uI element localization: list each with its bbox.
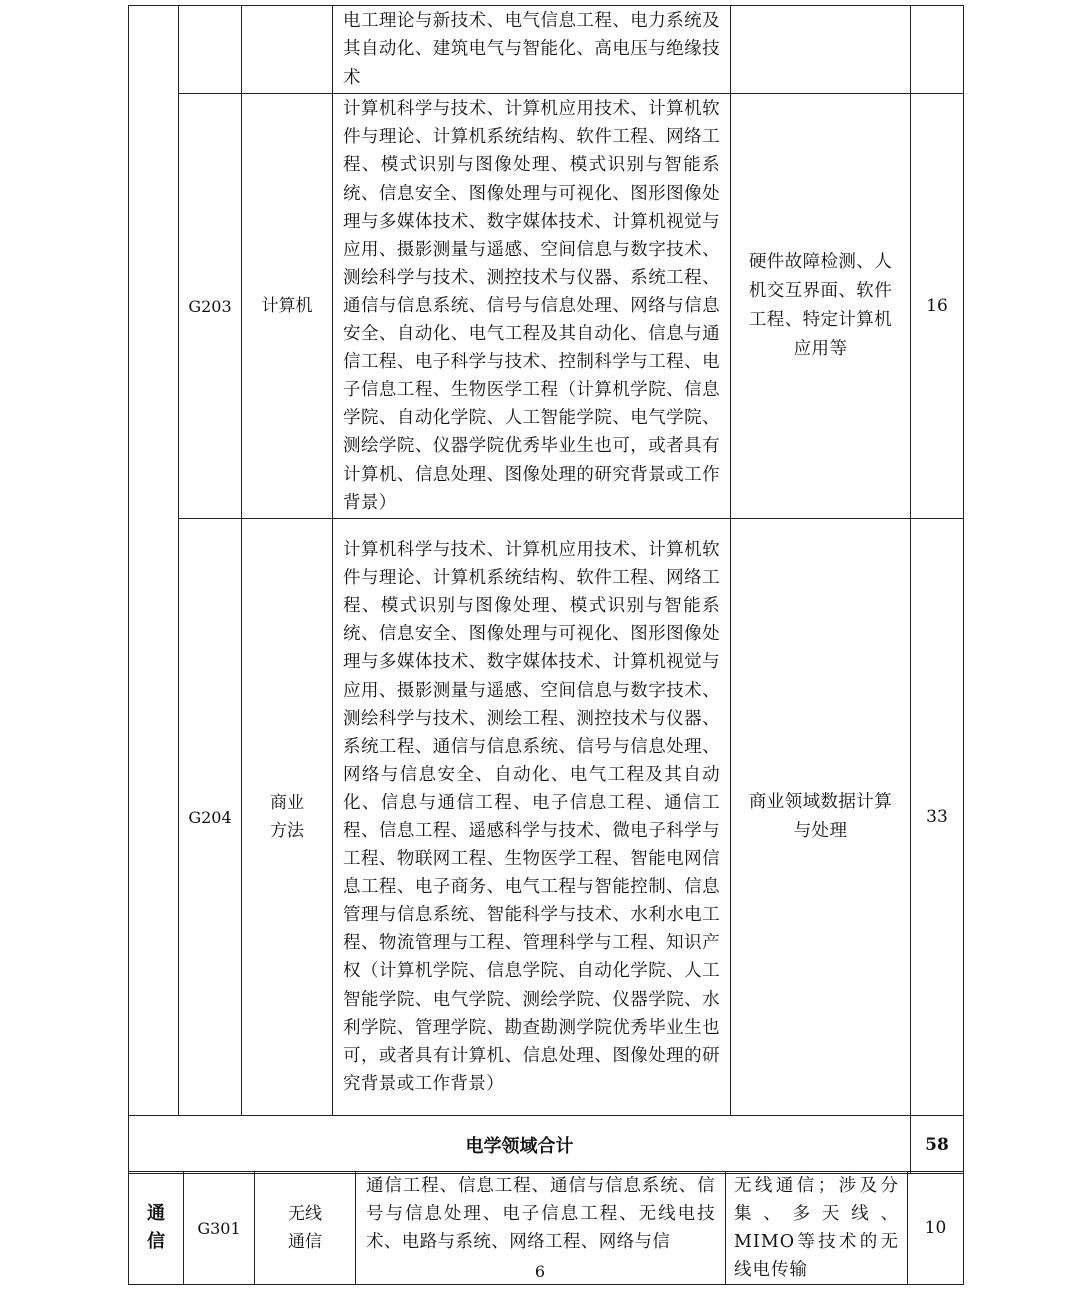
majors-cell: 电工理论与新技术、电气信息工程、电力系统及其自动化、建筑电气与智能化、高电压与绝缘技术 — [333, 6, 731, 94]
name-cell: 计算机 — [242, 94, 333, 519]
name-cell: 商业方法 — [242, 519, 333, 1116]
name-cell: 无线通信 — [255, 1172, 356, 1285]
page-number: 6 — [534, 1262, 546, 1281]
table-row — [129, 6, 964, 94]
total-value: 58 — [911, 1116, 964, 1174]
table-row — [129, 519, 964, 1116]
count-cell: 16 — [911, 94, 964, 519]
majors-cell: 通信工程、信息工程、通信与信息系统、信号与信息处理、电子信息工程、无线电技术、电路与系统、网络工程、网络与信 — [356, 1172, 726, 1285]
recruitment-table — [128, 5, 964, 1174]
code-cell: G301 — [184, 1172, 255, 1285]
count-cell — [911, 6, 964, 94]
total-row — [129, 1116, 964, 1174]
majors-cell: 计算机科学与技术、计算机应用技术、计算机软件与理论、计算机系统结构、软件工程、网络工程、模式识别与图像处理、模式识别与智能系统、信息安全、图像处理与可视化、图形图像处理与多媒体技术、数字媒体技术、计算机视觉与应用、摄影测量与遥感、空间信息与数字技术、测绘科学与技术、测控技术与仪器、系统工程、通信与信息系统、信号与信息处理、网络与信息安全、自动化、电气工程及其自动化、信息与通信工程、电子科学与技术、控制科学与工程、电子信息工程、生物医学工程（计算机学院、信息学院、自动化学院、人工智能学院、电气学院、测绘学院、仪器学院优秀毕业生也可，或者具有计算机、信息处理、图像处理的研究背景或工作背景） — [333, 94, 731, 519]
table-row — [129, 94, 964, 519]
code-cell — [179, 6, 242, 94]
direction-cell — [731, 6, 911, 94]
direction-cell: 商业领域数据计算与处理 — [731, 519, 911, 1116]
field-cell: 通信 — [129, 1172, 184, 1285]
count-cell: 33 — [911, 519, 964, 1116]
total-label: 电学领域合计 — [129, 1116, 911, 1174]
majors-cell: 计算机科学与技术、计算机应用技术、计算机软件与理论、计算机系统结构、软件工程、网络工程、模式识别与图像处理、模式识别与智能系统、信息安全、图像处理与可视化、图形图像处理与多媒体技术、数字媒体技术、计算机视觉与应用、摄影测量与遥感、空间信息与数字技术、测绘科学与技术、测绘工程、测控技术与仪器、系统工程、通信与信息系统、信号与信息处理、网络与信息安全、自动化、电气工程及其自动化、信息与通信工程、电子信息工程、通信工程、信息工程、遥感科学与技术、微电子科学与工程、物联网工程、生物医学工程、智能电网信息工程、电子商务、电气工程与智能控制、信息管理与信息系统、智能科学与技术、水利水电工程、物流管理与工程、管理科学与工程、知识产权（计算机学院、信息学院、自动化学院、人工智能学院、电气学院、测绘学院、仪器学院、水利学院、管理学院、勘查勘测学院优秀毕业生也可，或者具有计算机、信息处理、图像处理的研究背景或工作背景） — [333, 519, 731, 1116]
direction-cell: 硬件故障检测、人机交互界面、软件工程、特定计算机应用等 — [731, 94, 911, 519]
field-cell-empty — [129, 6, 179, 1116]
direction-cell: 无线通信；涉及分集、多天线、MIMO等技术的无线电传输 — [726, 1172, 908, 1285]
code-cell: G204 — [179, 519, 242, 1116]
name-cell — [242, 6, 333, 94]
code-cell: G203 — [179, 94, 242, 519]
count-cell: 10 — [908, 1172, 964, 1285]
